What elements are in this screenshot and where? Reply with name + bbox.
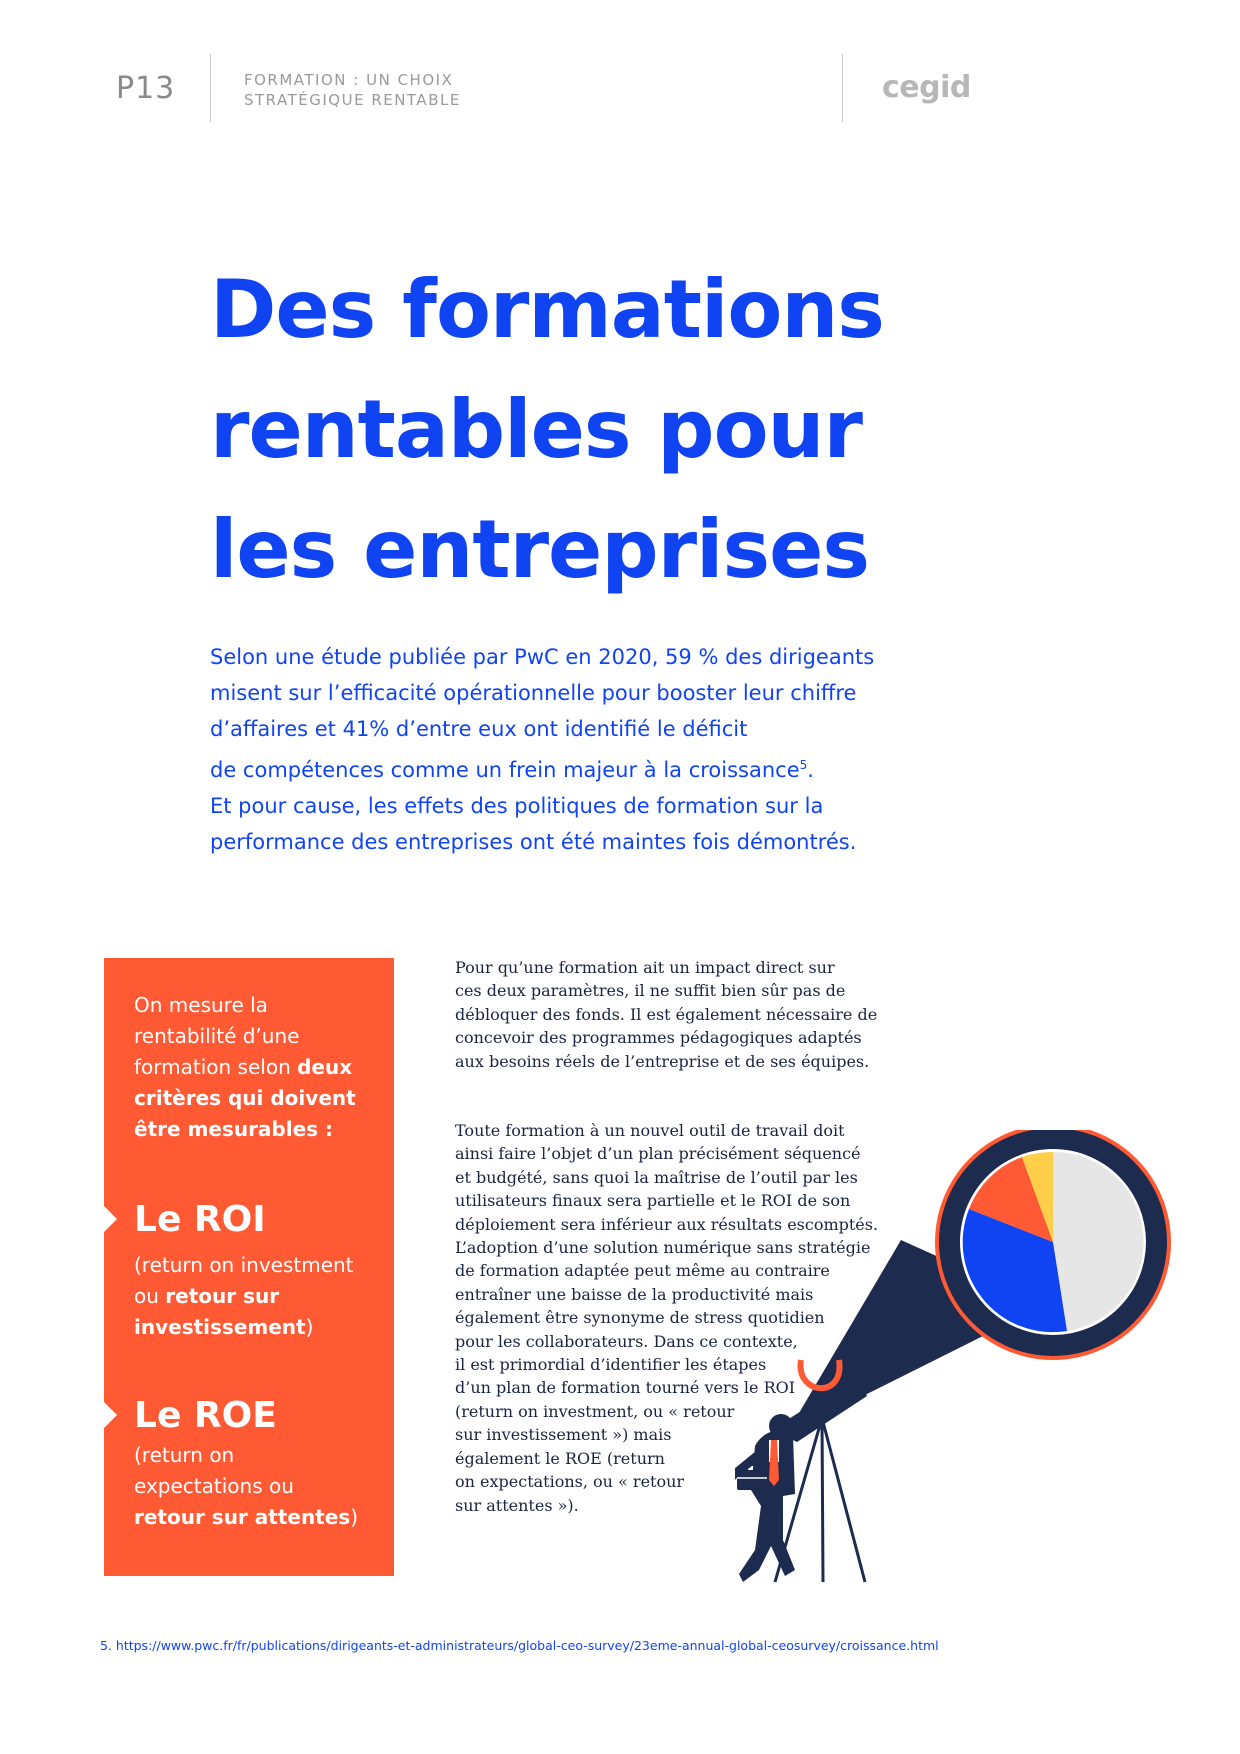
page-number: P13 (116, 71, 176, 106)
body-line: concevoir des programmes pédagogiques adaptés (455, 1028, 862, 1048)
body-line: sur investissement ») mais (455, 1425, 672, 1445)
intro-text: . (807, 758, 814, 782)
body-line: L’adoption d’une solution numérique sans stratégie (455, 1238, 871, 1258)
roi-notch (104, 1206, 117, 1232)
roi-bold: retour sur (165, 1284, 280, 1308)
criteria-intro-text: formation selon (134, 1055, 298, 1079)
intro-line: d’affaires et 41% d’entre eux ont identifié le déficit (210, 717, 748, 741)
body-line: déploiement sera inférieur aux résultats escomptés. (455, 1214, 879, 1234)
criteria-intro-line (134, 1052, 374, 1083)
criteria-intro (134, 990, 374, 1145)
tripod-leg (822, 1418, 823, 1582)
header-divider (210, 54, 211, 122)
title-line: les entreprises (210, 503, 869, 596)
roe-bold: retour sur attentes (134, 1505, 351, 1529)
roi-line: (return on investment (134, 1253, 354, 1277)
roe-notch (104, 1402, 117, 1428)
man-head (769, 1414, 793, 1438)
intro-line: misent sur l’efficacité opérationnelle pour booster leur chiffre (210, 681, 857, 705)
title-line: rentables pour (210, 383, 862, 476)
body-line: également être synonyme de stress quotidien (455, 1308, 825, 1328)
body-line: il est primordial d’identifier les étapes (455, 1355, 767, 1375)
criteria-intro-line: critères qui doivent (134, 1086, 356, 1110)
intro-line: performance des entreprises ont été maintes fois démontrés. (210, 830, 857, 854)
body-line: également le ROE (return (455, 1448, 665, 1468)
header-divider (842, 54, 843, 122)
roi-heading: Le ROI (134, 1199, 266, 1240)
body-line: entraîner une baisse de la productivité mais (455, 1284, 814, 1304)
intro-line (210, 747, 910, 788)
roi-line (134, 1281, 374, 1312)
man-body (739, 1431, 795, 1582)
footnote-link[interactable]: 5. https://www.pwc.fr/fr/publications/dirigeants-et-administrateurs/global-ceo-survey/23eme-annual-global-ceosurvey/croissance.html (100, 1638, 939, 1653)
roe-line: expectations ou (134, 1474, 294, 1498)
body-line: ces deux paramètres, il ne suffit bien sûr pas de (455, 981, 846, 1001)
tripod-head (815, 1394, 829, 1420)
intro-paragraph (210, 639, 910, 860)
body-line: et budgété, sans quoi la maîtrise de l’outil par les (455, 1167, 858, 1187)
cegid-logo: cegid (882, 70, 971, 105)
section-title (244, 70, 461, 110)
section-title-line: FORMATION : UN CHOIX (244, 71, 454, 89)
telescope-illustration (735, 1130, 1175, 1600)
intro-line: Et pour cause, les effets des politiques de formation sur la (210, 794, 824, 818)
footnote-ref[interactable]: 5 (799, 758, 808, 772)
body-line: débloquer des fonds. Il est également nécessaire de (455, 1004, 878, 1024)
body-line: sur attentes »). (455, 1495, 579, 1515)
roe-text: ) (350, 1505, 359, 1529)
roe-line: (return on (134, 1443, 235, 1467)
roi-bold: investissement (134, 1315, 306, 1339)
criteria-intro-line: rentabilité d’une (134, 1024, 300, 1048)
intro-line: Selon une étude publiée par PwC en 2020, 59 % des dirigeants (210, 645, 875, 669)
roi-line (134, 1312, 374, 1343)
roe-heading: Le ROE (134, 1395, 277, 1436)
roi-text: ou (134, 1284, 166, 1308)
body-line: ainsi faire l’objet d’un plan précisément séquencé (455, 1144, 861, 1164)
body-paragraph-1 (455, 956, 878, 1073)
body-line: de formation adaptée peut même au contraire (455, 1261, 830, 1281)
body-line: pour les collaborateurs. Dans ce contexte, (455, 1331, 798, 1351)
body-line: Pour qu’une formation ait un impact direct sur (455, 958, 835, 977)
title-line: Des formations (210, 263, 884, 356)
criteria-box (104, 958, 394, 1576)
tripod-leg (822, 1418, 865, 1582)
page-title (210, 250, 1030, 610)
criteria-intro-bold: deux (297, 1055, 353, 1079)
roe-description (134, 1440, 374, 1533)
section-title-line: STRATÉGIQUE RENTABLE (244, 91, 461, 109)
criteria-intro-line: être mesurables : (134, 1117, 334, 1141)
body-line: aux besoins réels de l’entreprise et de ses équipes. (455, 1051, 870, 1071)
briefcase-icon (735, 1460, 775, 1500)
roi-description (134, 1250, 374, 1343)
roi-text: ) (305, 1315, 314, 1339)
roe-line (134, 1502, 374, 1533)
body-line: on expectations, ou « retour (455, 1472, 685, 1492)
intro-text: de compétences comme un frein majeur à la croissance (210, 758, 800, 782)
criteria-intro-line: On mesure la (134, 993, 268, 1017)
body-line: utilisateurs finaux sera partielle et le ROI de son (455, 1191, 851, 1211)
body-line: d’un plan de formation tourné vers le ROI (455, 1378, 796, 1398)
body-line: Toute formation à un nouvel outil de travail doit (455, 1121, 845, 1140)
body-line: (return on investment, ou « retour (455, 1401, 735, 1421)
